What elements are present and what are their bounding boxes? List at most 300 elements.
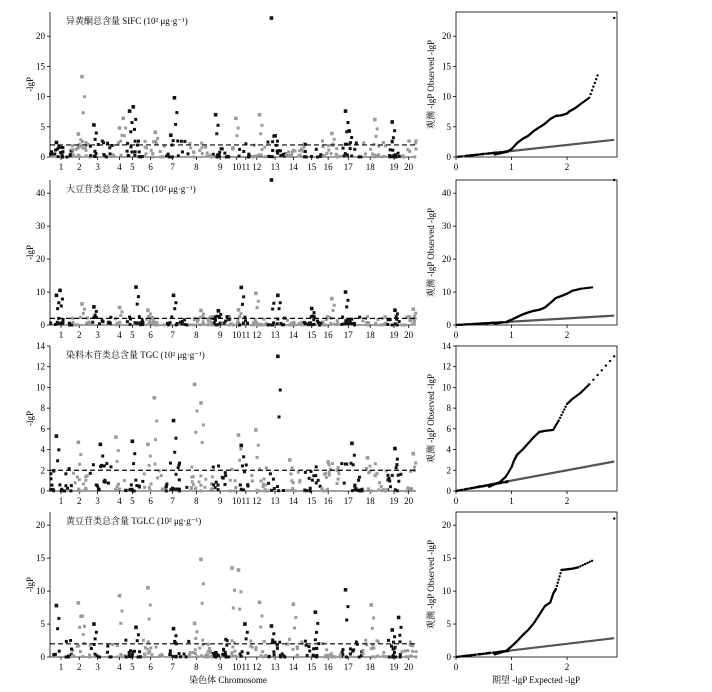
- snp-point: [83, 625, 86, 628]
- snp-point: [228, 323, 231, 326]
- snp-peak: [118, 594, 122, 598]
- snp-point: [406, 148, 409, 151]
- snp-peak: [77, 601, 81, 605]
- qq-point: [473, 154, 475, 156]
- snp-point: [74, 481, 77, 484]
- qq-y-tick-label: 20: [442, 520, 451, 531]
- snp-point: [276, 150, 279, 153]
- snp-point: [316, 622, 319, 625]
- snp-point: [414, 462, 417, 465]
- snp-point: [89, 472, 92, 475]
- snp-point: [67, 655, 70, 658]
- qq-point: [589, 93, 591, 95]
- snp-peak: [169, 133, 173, 137]
- snp-point: [300, 147, 303, 150]
- chromosome-label: 6: [148, 162, 153, 172]
- snp-point: [399, 473, 402, 476]
- snp-point: [340, 462, 343, 465]
- qq-point: [479, 653, 481, 655]
- panel-4: [25, 512, 617, 672]
- snp-point: [268, 155, 271, 158]
- snp-point: [203, 486, 206, 489]
- snp-peak: [77, 132, 81, 136]
- snp-peak: [199, 401, 203, 405]
- snp-point: [233, 650, 236, 653]
- snp-peak: [411, 307, 415, 311]
- snp-point: [219, 313, 222, 316]
- snp-point: [397, 152, 400, 155]
- snp-point: [388, 655, 391, 658]
- snp-point: [246, 631, 249, 634]
- snp-point: [256, 456, 259, 459]
- chromosome-label: 18: [365, 662, 375, 672]
- snp-point: [222, 649, 225, 652]
- chromosome-label: 4: [117, 662, 122, 672]
- chromosome-label: 12: [252, 496, 262, 506]
- snp-point: [195, 409, 198, 412]
- snp-point: [324, 472, 327, 475]
- chromosome-label: 16: [323, 330, 333, 340]
- snp-point: [325, 152, 328, 155]
- qq-point: [476, 486, 478, 488]
- qq-point: [482, 153, 484, 155]
- snp-point: [288, 638, 291, 641]
- snp-point: [319, 322, 322, 325]
- qq-y-tick-label: 2: [446, 465, 451, 476]
- chromosome-label: 14: [288, 162, 298, 172]
- snp-point: [234, 479, 237, 482]
- snp-point: [184, 323, 187, 326]
- snp-point: [66, 487, 69, 490]
- chromosome-label: 15: [307, 162, 317, 172]
- snp-point: [217, 464, 220, 467]
- snp-point: [223, 152, 226, 155]
- snp-point: [353, 148, 356, 151]
- snp-point: [325, 654, 328, 657]
- snp-point: [72, 472, 75, 475]
- snp-point: [71, 144, 74, 147]
- qq-point: [474, 487, 476, 489]
- snp-point: [308, 322, 311, 325]
- snp-point: [78, 478, 81, 481]
- snp-point: [188, 655, 191, 658]
- snp-point: [289, 489, 292, 492]
- snp-point: [202, 423, 205, 426]
- snp-point: [155, 420, 158, 423]
- snp-point: [362, 653, 365, 656]
- snp-point: [322, 323, 325, 326]
- snp-point: [169, 649, 172, 652]
- qq-point: [476, 154, 478, 156]
- manhattan-y-tick-label: 5: [40, 121, 45, 132]
- snp-point: [381, 655, 384, 658]
- snp-point: [264, 483, 267, 486]
- snp-point: [144, 655, 147, 658]
- snp-point: [190, 476, 193, 479]
- snp-point: [201, 639, 204, 642]
- snp-point: [410, 655, 413, 658]
- qq-point: [479, 485, 481, 487]
- snp-point: [279, 149, 282, 152]
- snp-point: [389, 148, 392, 151]
- qq-point: [588, 97, 590, 99]
- snp-point: [374, 462, 377, 465]
- snp-point: [155, 646, 158, 649]
- snp-point: [134, 479, 137, 482]
- snp-point: [212, 483, 215, 486]
- snp-point: [245, 637, 248, 640]
- snp-point: [61, 298, 64, 301]
- snp-peak: [58, 289, 62, 293]
- qq-point: [473, 654, 475, 656]
- snp-point: [239, 483, 242, 486]
- snp-point: [281, 652, 284, 655]
- qq-point: [462, 655, 464, 657]
- manhattan-y-tick-label: 0: [40, 486, 45, 496]
- snp-point: [312, 655, 315, 658]
- snp-peak: [288, 458, 292, 462]
- qq-point: [560, 414, 562, 416]
- snp-point: [183, 140, 186, 143]
- snp-point: [382, 488, 385, 491]
- chromosome-label: 11: [241, 662, 251, 672]
- snp-point: [138, 150, 141, 153]
- qq-point: [492, 322, 494, 324]
- snp-point: [293, 627, 296, 630]
- snp-point: [198, 149, 201, 152]
- snp-point: [202, 313, 205, 316]
- snp-point: [103, 155, 106, 158]
- snp-peak: [118, 306, 122, 310]
- snp-point: [278, 307, 281, 310]
- snp-point: [413, 155, 416, 158]
- chromosome-label: 10: [232, 662, 242, 672]
- qq-y-tick-label: 10: [442, 382, 451, 393]
- snp-point: [225, 315, 228, 318]
- snp-point: [238, 459, 241, 462]
- snp-point: [273, 487, 276, 490]
- snp-point: [202, 320, 205, 323]
- snp-point: [204, 478, 207, 481]
- qq-point: [470, 487, 472, 489]
- snp-point: [94, 314, 97, 317]
- snp-point: [367, 323, 370, 326]
- snp-point: [234, 489, 237, 492]
- snp-point: [195, 630, 198, 633]
- snp-point: [335, 147, 338, 150]
- snp-point: [264, 488, 267, 491]
- snp-point: [349, 141, 352, 144]
- snp-point: [215, 132, 218, 135]
- snp-point: [98, 322, 101, 325]
- snp-point: [297, 154, 300, 157]
- snp-point: [321, 139, 324, 142]
- snp-point: [57, 617, 60, 620]
- qq-x-tick-label: 1: [509, 496, 514, 506]
- snp-point: [349, 652, 352, 655]
- snp-point: [337, 466, 340, 469]
- snp-point: [143, 652, 146, 655]
- qq-point: [558, 419, 560, 421]
- snp-point: [136, 322, 139, 325]
- snp-peak: [243, 622, 247, 626]
- snp-point: [54, 323, 57, 326]
- snp-point: [94, 653, 97, 656]
- snp-point: [239, 590, 242, 593]
- chromosome-label: 11: [241, 496, 251, 506]
- snp-point: [161, 654, 164, 657]
- qq-point: [457, 656, 459, 658]
- qq-point: [466, 488, 468, 490]
- snp-point: [263, 146, 266, 149]
- qq-point: [584, 563, 586, 565]
- snp-point: [327, 144, 330, 147]
- snp-point: [60, 304, 63, 307]
- snp-point: [68, 467, 71, 470]
- manhattan-y-tick-label: 2: [40, 465, 45, 476]
- snp-point: [236, 319, 239, 322]
- snp-point: [305, 489, 308, 492]
- snp-peak: [344, 109, 348, 113]
- panels-container: [25, 12, 617, 672]
- snp-peak: [114, 435, 118, 439]
- snp-peak: [80, 75, 84, 79]
- snp-point: [237, 127, 240, 130]
- snp-point: [353, 323, 356, 326]
- qq-y-tick-label: 0: [446, 652, 451, 662]
- snp-point: [377, 640, 380, 643]
- manhattan-y-tick-label: 4: [40, 444, 45, 455]
- qq-point: [478, 323, 480, 325]
- qq-y-axis-label: 观测 -lgP Observed -lgP: [426, 374, 436, 463]
- snp-point: [372, 647, 375, 650]
- snp-point: [50, 153, 53, 156]
- qq-y-axis-label: 观测 -lgP Observed -lgP: [426, 540, 436, 629]
- qq-point: [485, 322, 487, 324]
- snp-point: [346, 121, 349, 124]
- snp-point: [159, 150, 162, 153]
- manhattan-y-tick-label: 20: [36, 31, 45, 42]
- manhattan-title: 黄豆苷类总含量 TGLC (10² μg·g⁻¹): [66, 516, 202, 526]
- snp-point: [367, 471, 370, 474]
- manhattan-y-axis-label: -lgP: [25, 76, 35, 93]
- snp-point: [53, 153, 56, 156]
- manhattan-y-tick-label: 10: [36, 91, 45, 102]
- snp-point: [257, 153, 260, 156]
- chromosome-label: 7: [170, 330, 175, 340]
- snp-point: [390, 645, 393, 648]
- snp-point: [100, 464, 103, 467]
- snp-point: [103, 464, 106, 467]
- snp-point: [151, 152, 154, 155]
- snp-point: [342, 147, 345, 150]
- chromosome-label: 16: [323, 496, 333, 506]
- snp-point: [230, 653, 233, 656]
- snp-point: [379, 323, 382, 326]
- snp-point: [353, 484, 356, 487]
- snp-point: [249, 639, 252, 642]
- qq-point: [613, 179, 615, 181]
- snp-point: [146, 648, 149, 651]
- qq-x-tick-label: 1: [509, 162, 514, 172]
- snp-point: [73, 323, 76, 326]
- snp-point: [232, 607, 235, 610]
- snp-point: [365, 467, 368, 470]
- chromosome-label: 17: [343, 496, 353, 506]
- snp-point: [110, 465, 113, 468]
- snp-point: [398, 640, 401, 643]
- chromosome-label: 1: [58, 496, 64, 506]
- snp-peak: [390, 628, 394, 632]
- snp-point: [387, 639, 390, 642]
- qq-x-tick-label: 0: [453, 496, 459, 506]
- snp-point: [194, 487, 197, 490]
- snp-point: [116, 460, 119, 463]
- snp-point: [272, 302, 275, 305]
- snp-point: [216, 323, 219, 326]
- snp-point: [126, 150, 129, 153]
- snp-point: [109, 152, 112, 155]
- snp-point: [215, 155, 218, 158]
- snp-point: [291, 487, 294, 490]
- snp-point: [213, 655, 216, 658]
- snp-point: [391, 149, 394, 152]
- snp-point: [149, 312, 152, 315]
- qq-y-tick-label: 0: [446, 320, 451, 330]
- snp-point: [259, 625, 262, 628]
- chromosome-label: 5: [130, 496, 135, 506]
- snp-point: [395, 466, 398, 469]
- snp-point: [276, 485, 279, 488]
- snp-point: [269, 472, 272, 475]
- snp-point: [173, 640, 176, 643]
- snp-point: [405, 490, 408, 493]
- snp-point: [61, 146, 64, 149]
- qq-frame: [456, 180, 617, 325]
- snp-point: [388, 479, 391, 482]
- chromosome-label: 16: [323, 162, 333, 172]
- snp-point: [94, 637, 97, 640]
- snp-peak: [237, 433, 241, 437]
- snp-point: [349, 647, 352, 650]
- snp-point: [396, 312, 399, 315]
- chromosome-label: 3: [95, 162, 100, 172]
- chromosome-label: 13: [270, 330, 280, 340]
- snp-point: [340, 323, 343, 326]
- snp-peak: [254, 292, 258, 296]
- snp-point: [200, 142, 203, 145]
- snp-point: [344, 152, 347, 155]
- snp-point: [79, 489, 82, 492]
- qq-y-tick-label: 0: [446, 152, 451, 162]
- snp-point: [308, 649, 311, 652]
- snp-point: [268, 655, 271, 658]
- snp-point: [350, 154, 353, 157]
- snp-peak: [55, 141, 59, 145]
- snp-point: [345, 655, 348, 658]
- snp-point: [375, 472, 378, 475]
- chromosome-label: 2: [77, 330, 82, 340]
- snp-point: [273, 653, 276, 656]
- snp-point: [148, 617, 151, 620]
- snp-point: [296, 647, 299, 650]
- snp-point: [232, 324, 235, 327]
- qq-point: [481, 322, 483, 324]
- snp-point: [124, 489, 127, 492]
- snp-point: [78, 463, 81, 466]
- snp-point: [133, 489, 136, 492]
- snp-point: [407, 315, 410, 318]
- snp-point: [288, 323, 291, 326]
- qq-x-tick-label: 2: [564, 330, 570, 340]
- snp-point: [92, 463, 95, 466]
- qq-y-tick-label: 30: [442, 221, 451, 232]
- snp-point: [211, 488, 214, 491]
- snp-point: [93, 155, 96, 158]
- manhattan-y-tick-label: 14: [36, 341, 45, 351]
- chromosome-label: 5: [130, 162, 135, 172]
- snp-point: [88, 654, 91, 657]
- manhattan-y-tick-label: 20: [36, 254, 45, 265]
- qq-point: [613, 517, 615, 519]
- manhattan-y-tick-label: 12: [36, 361, 45, 372]
- snp-peak: [128, 109, 132, 113]
- snp-point: [311, 314, 314, 317]
- snp-point: [352, 648, 355, 651]
- snp-point: [247, 485, 250, 488]
- snp-peak: [92, 123, 96, 127]
- snp-point: [70, 323, 73, 326]
- snp-point: [199, 323, 202, 326]
- manhattan-title: 染料木苷类总含量 TGC (10² μg·g⁻¹): [66, 350, 205, 360]
- snp-point: [156, 476, 159, 479]
- snp-point: [194, 637, 197, 640]
- snp-peak: [55, 604, 59, 608]
- snp-point: [119, 622, 122, 625]
- snp-peak: [199, 558, 203, 562]
- snp-peak: [330, 132, 334, 136]
- snp-point: [173, 451, 176, 454]
- snp-point: [315, 654, 318, 657]
- snp-point: [335, 154, 338, 157]
- snp-point: [292, 481, 295, 484]
- snp-point: [349, 321, 352, 324]
- snp-point: [386, 474, 389, 477]
- snp-point: [413, 466, 416, 469]
- snp-point: [79, 453, 82, 456]
- snp-point: [378, 481, 381, 484]
- snp-point: [397, 474, 400, 477]
- snp-point: [221, 147, 224, 150]
- qq-point: [564, 406, 566, 408]
- snp-point: [271, 140, 274, 143]
- snp-point: [314, 638, 317, 641]
- snp-point: [313, 323, 316, 326]
- snp-point: [381, 155, 384, 158]
- snp-point: [376, 127, 379, 130]
- qq-point: [486, 484, 488, 486]
- snp-point: [88, 322, 91, 325]
- snp-point: [272, 632, 275, 635]
- qq-point: [605, 364, 607, 366]
- snp-point: [151, 155, 154, 158]
- qq-y-tick-label: 5: [446, 121, 451, 132]
- snp-point: [71, 321, 74, 324]
- snp-point: [187, 640, 190, 643]
- snp-point: [167, 153, 170, 156]
- snp-point: [331, 462, 334, 465]
- snp-point: [56, 148, 59, 151]
